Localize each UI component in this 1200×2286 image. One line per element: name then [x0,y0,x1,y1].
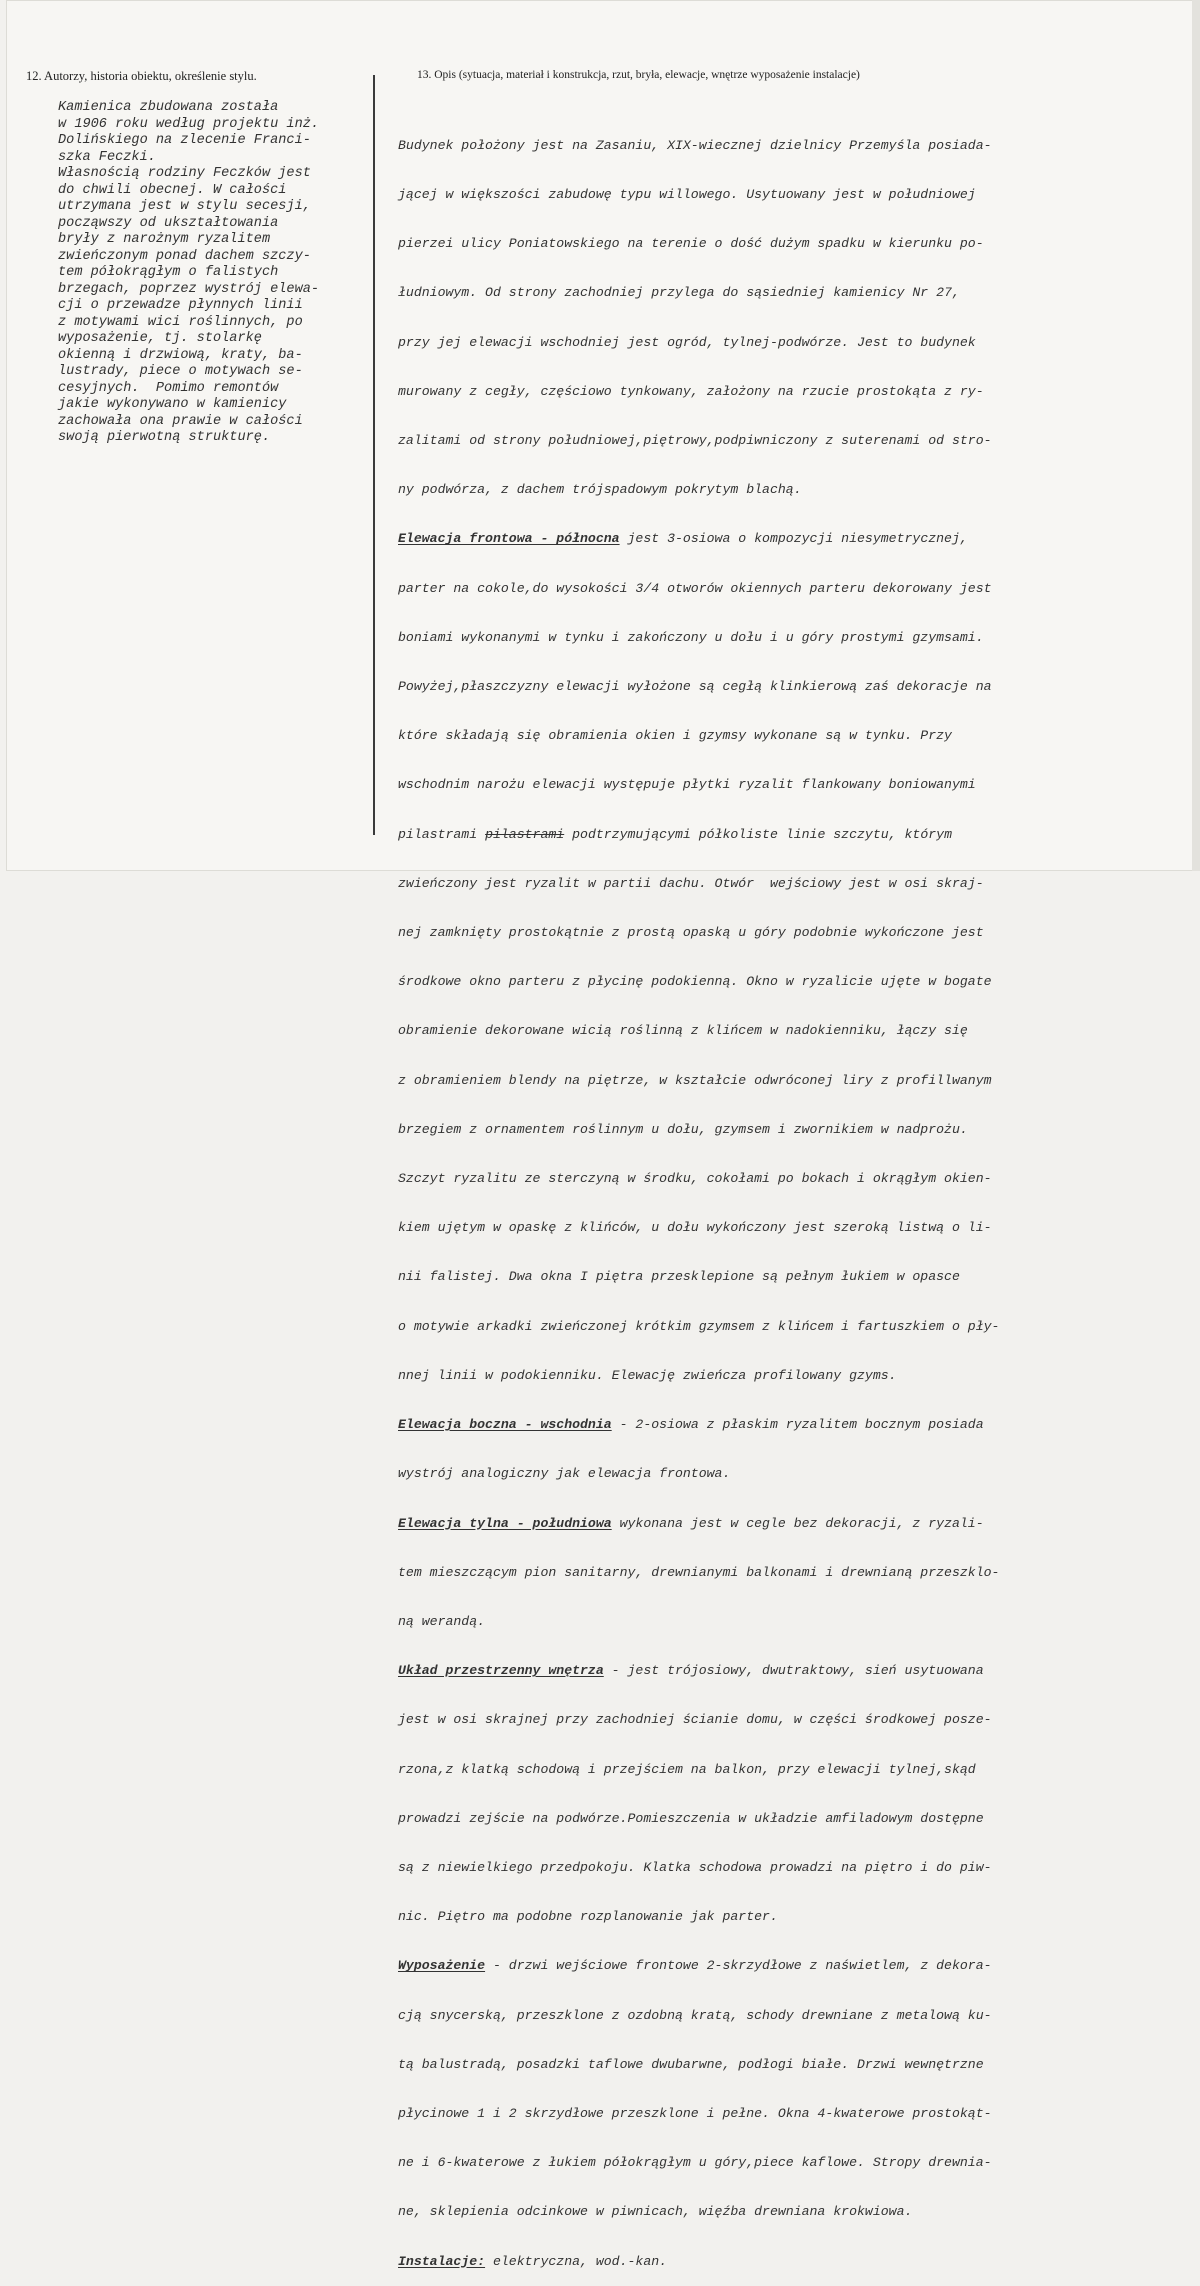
text-line: tem mieszczącym pion sanitarny, drewnianymi balkonami i drewnianą przeszklo- [398,1564,1000,1580]
text-line: począwszy od ukształtowania [58,215,279,231]
text-line: łudniowym. Od strony zachodniej przylega do sąsiedniej kamienicy Nr 27, [398,285,960,301]
text-line: Budynek położony jest na Zasaniu, XIX-wiecznej dzielnicy Przemyśla posiada- [398,137,992,153]
text-line: cją snycerską, przeszklone z ozdobną kratą, schody drewniane z metalową ku- [398,2007,992,2023]
text-line [398,1417,999,1433]
text-line: tą balustradą, posadzki taflowe dwubarwne, podłogi białe. Drzwi wewnętrzne [398,2056,984,2072]
text-line: obramienie dekorowane wicią roślinną z klińcem w nadokienniku, łączy się [398,1023,968,1039]
text-run: - drzwi wejściowe frontowe 2-skrzydłowe z naświetlem, z dekora- [485,1958,992,1974]
text-line: cesyjnych. Pomimo remontów [58,380,279,396]
text-line: nej zamknięty prostokątnie z prostą opaską u góry podobnie wykończone jest [398,925,984,941]
text-line: Powyżej,płaszczyzny elewacji wyłożone są cegłą klinkierową zaś dekoracje na [398,679,992,695]
text-line: Własnością rodziny Feczków jest [58,166,311,181]
text-line [398,827,999,843]
text-line: brzegiem z ornamentem roślinnym u dołu, gzymsem i zwornikiem w nadprożu. [398,1121,968,1137]
text-line: przy jej elewacji wschodniej jest ogród, tylnej-podwórze. Jest to budynek [398,334,976,350]
text-line: lustrady, piece o motywach se- [58,364,303,379]
section-12-heading: 12. Autorzy, historia obiektu, określenie stylu. [26,69,257,83]
text-line: kiem ujętym w opaskę z klińców, u dołu wykończony jest szeroką listwą o li- [398,1220,992,1236]
text-line: wystrój analogiczny jak elewacja frontowa. [398,1466,731,1482]
text-line: zwieńczonym ponad dachem szczy- [58,248,311,264]
text-run: wykonana jest w cegle bez dekoracji, z ryzali- [611,1515,984,1531]
text-line [398,1516,999,1532]
text-line: wyposażenie, tj. stolarkę [58,331,262,346]
text-line: które składają się obramienia okien i gzymsy wykonane są w tynku. Przy [398,728,952,744]
text-line: murowany z cegły, częściowo tynkowany, założony na rzucie prostokąta z ry- [398,383,984,399]
section-12-text [58,100,319,447]
text-line: ną werandą. [398,1613,486,1629]
text-line [398,1663,999,1679]
text-line: do chwili obecnej. W całości [58,182,287,198]
text-line: Kamienica zbudowana została [58,100,279,115]
text-line: o motywie arkadki zwieńczonej krótkim gzymsem z klińcem i fartuszkiem o pły- [398,1318,1000,1334]
text-line: jącej w większości zabudowę typu willowego. Usytuowany jest w południowej [398,187,976,203]
text-line: rzona,z klatką schodową i przejściem na balkon, przy elewacji tylnej,skąd [398,1761,976,1777]
text-line: płycinowe 1 i 2 skrzydłowe przeszklone i pełne. Okna 4-kwaterowe prostokąt- [398,2105,992,2121]
text-line: zachowała ona prawie w całości [58,413,303,429]
text-line: wschodnim narożu elewacji występuje płytki ryzalit flankowany boniowanymi [398,777,976,793]
text-line: z obramieniem blendy na piętrze, w kształcie odwróconej liry z profillwanym [398,1072,992,1088]
text-line [398,1958,999,1974]
text-line: Szczyt ryzalitu ze sterczyną w środku, cokołami po bokach i okrągłym okien- [398,1171,992,1187]
text-line: nnej linii w podokienniku. Elewację zwieńcza profilowany gzyms. [398,1367,897,1383]
text-line: jest w osi skrajnej przy zachodniej ścianie domu, w części środkowej posze- [398,1712,992,1728]
text-line: brzegach, poprzez wystrój elewa- [58,281,320,297]
text-line: zalitami od strony południowej,piętrowy,podpiwniczony z suterenami od stro- [398,433,992,449]
column-divider [373,75,375,835]
front-elevation-heading: Elewacja frontowa - północna [398,531,620,547]
text-line: prowadzi zejście na podwórze.Pomieszczenia w układzie amfiladowym dostępne [398,1810,984,1826]
section-13-heading: 13. Opis (sytuacja, materiał i konstrukcja, rzut, bryła, elewacje, wnętrze wyposażenie instalacje) [417,69,860,81]
text-line: pierzei ulicy Poniatowskiego na terenie o dość dużym spadku w kierunku po- [398,236,984,252]
text-line: cji o przewadze płynnych linii [58,298,303,313]
text-line: ne i 6-kwaterowe z łukiem półokrągłym u góry,piece kaflowe. Stropy drewnia- [398,2155,992,2171]
text-run: pilastrami [398,826,486,842]
text-line: nic. Piętro ma podobne rozplanowanie jak parter. [398,1909,778,1925]
text-line [398,531,999,547]
text-line: są z niewielkiego przedpokoju. Klatka schodowa prowadzi na piętro i do piw- [398,1859,992,1875]
section-13-text [398,105,999,2286]
side-elevation-heading: Elewacja boczna - wschodnia [398,1417,612,1433]
text-line: środkowe okno parteru z płycinę podokienną. Okno w ryzalicie ujęte w bogate [398,974,992,990]
text-run: - jest trójosiowy, dwutraktowy, sień usytuowana [603,1663,984,1679]
text-line: swoją pierwotną strukturę. [58,430,271,445]
rear-elevation-heading: Elewacja tylna - południowa [398,1515,612,1531]
text-line: ne, sklepienia odcinkowe w piwnicach, więźba drewniana krokwiowa. [398,2204,913,2220]
text-run: - 2-osiowa z płaskim ryzalitem bocznym posiada [611,1417,984,1433]
text-line: w 1906 roku według projektu inż. [58,116,320,132]
page-edge [1192,0,1200,871]
text-line: jakie wykonywano w kamienicy [58,397,287,412]
text-run: jest 3-osiowa o kompozycji niesymetrycznej, [619,531,968,547]
text-line: parter na cokole,do wysokości 3/4 otworów okiennych parteru dekorowany jest [398,580,992,596]
text-line: Dolińskiego na zlecenie Franci- [58,133,311,148]
text-line: z motywami wici roślinnych, po [58,314,303,330]
installations-heading: Instalacje: [398,2253,486,2269]
interior-layout-heading: Układ przestrzenny wnętrza [398,1663,604,1679]
text-line: okienną i drzwiową, kraty, ba- [58,347,303,363]
text-run: elektryczna, wod.-kan. [485,2253,668,2269]
text-line: boniami wykonanymi w tynku i zakończony u dołu i u góry prostymi gzymsami. [398,629,984,645]
text-run: podtrzymującymi półkoliste linie szczytu, którym [564,826,952,842]
text-line: nii falistej. Dwa okna I piętra przesklepione są pełnym łukiem w opasce [398,1269,960,1285]
text-line: zwieńczony jest ryzalit w partii dachu. Otwór wejściowy jest w osi skraj- [398,875,984,891]
text-line: utrzymana jest w stylu secesji, [58,199,311,214]
text-line: bryły z narożnym ryzalitem [58,232,271,247]
equipment-heading: Wyposażenie [398,1958,486,1974]
text-line: szka Feczki. [58,149,156,165]
text-line: ny podwórza, z dachem trójspadowym pokrytym blachą. [398,482,802,498]
text-line [398,2254,999,2270]
text-line: tem półokrągłym o falistych [58,265,279,280]
struck-word: pilastrami [485,826,565,842]
